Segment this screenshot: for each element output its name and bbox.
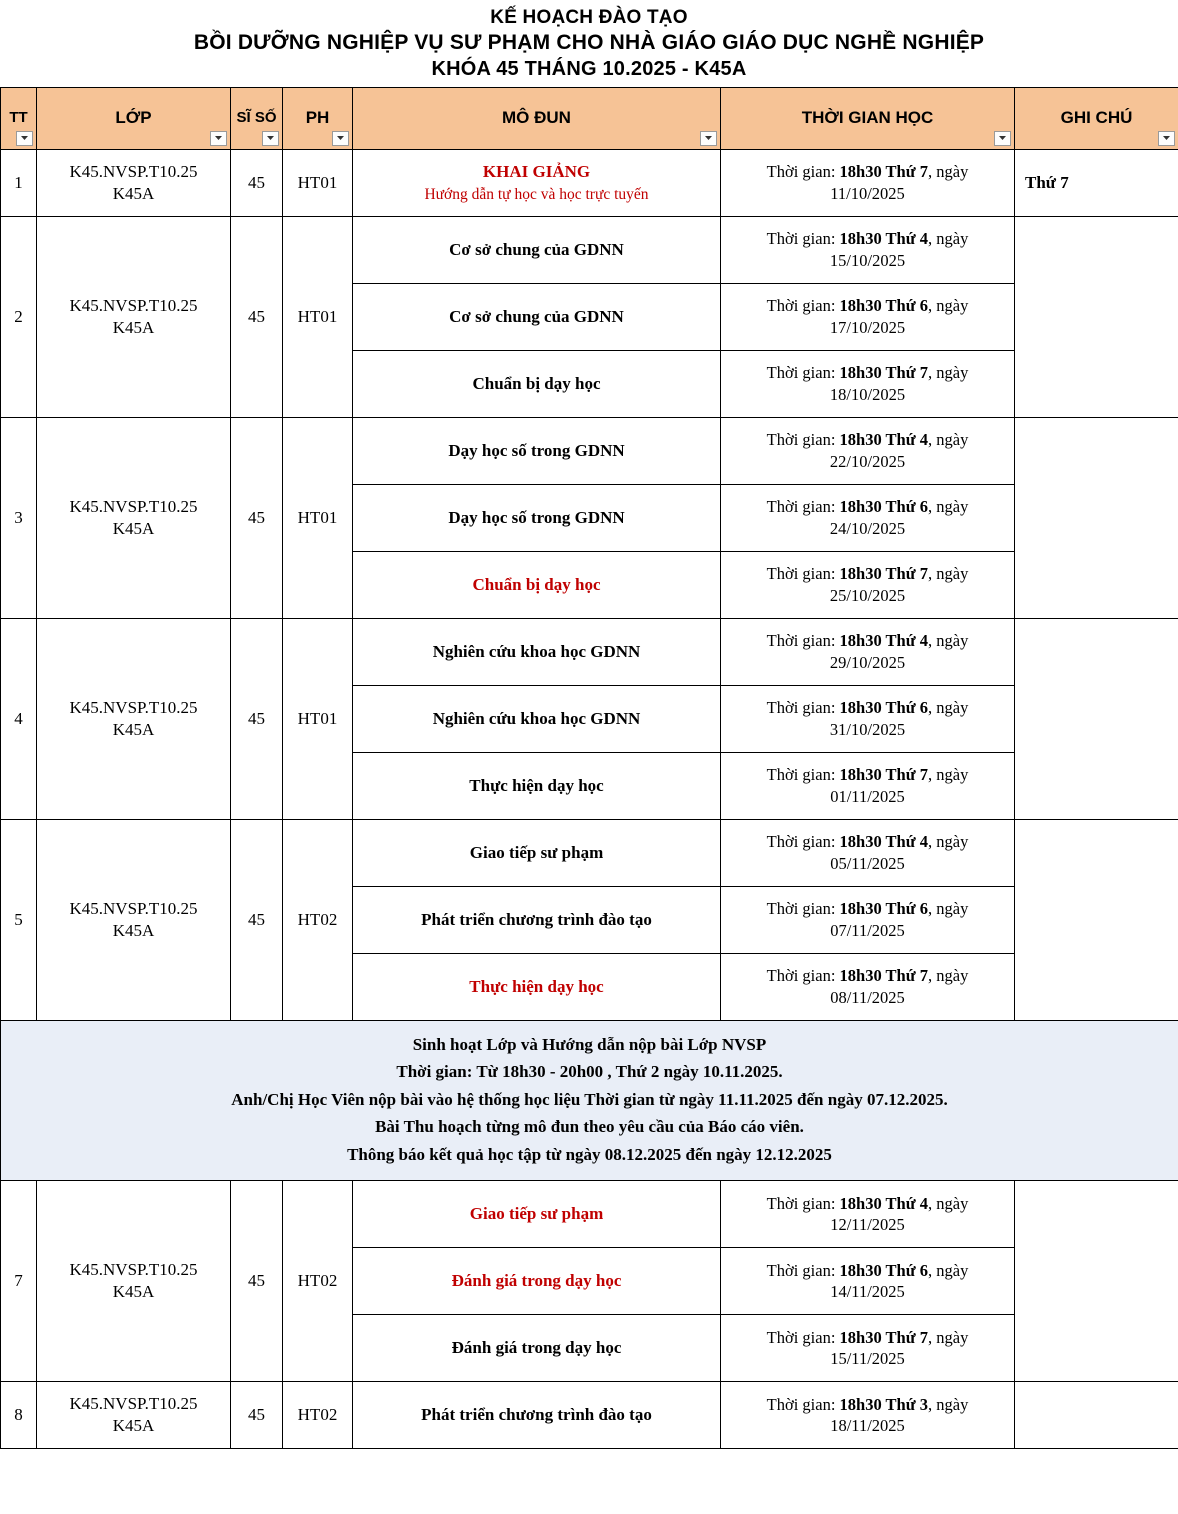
- filter-dropdown-modun[interactable]: [700, 131, 717, 146]
- cell-siso: 45: [231, 1382, 283, 1449]
- cell-tt: 7: [1, 1181, 37, 1382]
- cell-modun: [353, 752, 721, 819]
- column-header-lop: LỚP: [37, 87, 231, 149]
- cell-ph: HT01: [283, 149, 353, 216]
- cell-siso: 45: [231, 618, 283, 819]
- cell-tt: 2: [1, 216, 37, 417]
- filter-dropdown-thoigian[interactable]: [994, 131, 1011, 146]
- table-row: [1, 618, 1178, 685]
- modun-title: Chuẩn bị dạy học: [472, 574, 601, 594]
- cell-lop: K45.NVSP.T10.25 K45A: [37, 149, 231, 216]
- modun-title: Thực hiện dạy học: [469, 775, 604, 795]
- cell-modun: [353, 685, 721, 752]
- modun-title: Đánh giá trong dạy học: [451, 1338, 622, 1358]
- page-course-code: KHÓA 45 THÁNG 10.2025 - K45A: [431, 58, 747, 81]
- cell-ghichu: [1015, 1181, 1178, 1382]
- cell-thoigian: Thời gian: 18h30 Thứ 6, ngày 17/10/2025: [721, 283, 1015, 350]
- cell-siso: 45: [231, 1181, 283, 1382]
- filter-dropdown-ph[interactable]: [332, 131, 349, 146]
- cell-thoigian: Thời gian: 18h30 Thứ 4, ngày 12/11/2025: [721, 1181, 1015, 1248]
- modun-title: Chuẩn bị dạy học: [472, 373, 601, 393]
- cell-modun: [353, 886, 721, 953]
- cell-modun: [353, 484, 721, 551]
- cell-ghichu: [1015, 618, 1178, 819]
- table-body: [1, 149, 1178, 1449]
- cell-ghichu: [1015, 417, 1178, 618]
- column-header-thoigian: THỜI GIAN HỌC: [721, 87, 1015, 149]
- modun-title: Nghiên cứu khoa học GDNN: [432, 641, 641, 661]
- cell-thoigian: Thời gian: 18h30 Thứ 7, ngày 11/10/2025: [721, 149, 1015, 216]
- table-row: [1, 149, 1178, 216]
- cell-modun: [353, 216, 721, 283]
- cell-tt: 4: [1, 618, 37, 819]
- column-header-siso: SĨ SỐ: [231, 87, 283, 149]
- cell-thoigian: Thời gian: 18h30 Thứ 7, ngày 18/10/2025: [721, 350, 1015, 417]
- cell-thoigian: Thời gian: 18h30 Thứ 4, ngày 15/10/2025: [721, 216, 1015, 283]
- cell-lop: K45.NVSP.T10.25 K45A: [37, 216, 231, 417]
- notice-line-1: Sinh hoạt Lớp và Hướng dẫn nộp bài Lớp NVSP: [412, 1034, 767, 1054]
- cell-modun: [353, 618, 721, 685]
- modun-title: Giao tiếp sư phạm: [469, 1204, 604, 1224]
- notice-line-2: Thời gian: Từ 18h30 - 20h00 , Thứ 2 ngày 10.11.2025.: [396, 1062, 783, 1082]
- cell-thoigian: Thời gian: 18h30 Thứ 4, ngày 05/11/2025: [721, 819, 1015, 886]
- table-header-row: [1, 87, 1178, 149]
- cell-ghichu: [1015, 1382, 1178, 1449]
- cell-thoigian: Thời gian: 18h30 Thứ 6, ngày 14/11/2025: [721, 1248, 1015, 1315]
- cell-lop: K45.NVSP.T10.25 K45A: [37, 1181, 231, 1382]
- cell-tt: 1: [1, 149, 37, 216]
- cell-thoigian: Thời gian: 18h30 Thứ 7, ngày 08/11/2025: [721, 953, 1015, 1020]
- cell-lop: K45.NVSP.T10.25 K45A: [37, 819, 231, 1020]
- cell-ph: HT01: [283, 417, 353, 618]
- filter-dropdown-lop[interactable]: [210, 131, 227, 146]
- modun-title: Phát triển chương trình đào tạo: [421, 909, 652, 929]
- filter-dropdown-tt[interactable]: [16, 131, 33, 146]
- modun-title: Nghiên cứu khoa học GDNN: [432, 708, 641, 728]
- cell-thoigian: Thời gian: 18h30 Thứ 7, ngày 25/10/2025: [721, 551, 1015, 618]
- cell-modun: [353, 417, 721, 484]
- cell-tt: 3: [1, 417, 37, 618]
- column-header-ph: PH: [283, 87, 353, 149]
- modun-title: KHAI GIẢNG: [482, 161, 591, 181]
- notice-block: [1, 1020, 1178, 1181]
- table-row: [1, 819, 1178, 886]
- cell-siso: 45: [231, 819, 283, 1020]
- cell-ph: HT02: [283, 819, 353, 1020]
- cell-lop: K45.NVSP.T10.25 K45A: [37, 1382, 231, 1449]
- cell-ph: HT02: [283, 1181, 353, 1382]
- table-row: [1, 216, 1178, 283]
- column-header-modun: MÔ ĐUN: [353, 87, 721, 149]
- cell-siso: 45: [231, 216, 283, 417]
- cell-modun: [353, 551, 721, 618]
- modun-title: Cơ sở chung của GDNN: [449, 306, 624, 326]
- cell-modun: [353, 819, 721, 886]
- page-title: KẾ HOẠCH ĐÀO TẠO: [490, 7, 688, 28]
- cell-modun: [353, 149, 721, 216]
- cell-ph: HT01: [283, 216, 353, 417]
- cell-tt: 5: [1, 819, 37, 1020]
- filter-dropdown-siso[interactable]: [262, 131, 279, 146]
- cell-thoigian: Thời gian: 18h30 Thứ 6, ngày 31/10/2025: [721, 685, 1015, 752]
- modun-title: Phát triển chương trình đào tạo: [421, 1405, 652, 1425]
- cell-siso: 45: [231, 417, 283, 618]
- cell-thoigian: Thời gian: 18h30 Thứ 6, ngày 24/10/2025: [721, 484, 1015, 551]
- table-row: [1, 417, 1178, 484]
- cell-modun: [353, 1181, 721, 1248]
- cell-modun: [353, 1382, 721, 1449]
- cell-siso: 45: [231, 149, 283, 216]
- cell-lop: K45.NVSP.T10.25 K45A: [37, 417, 231, 618]
- cell-lop: K45.NVSP.T10.25 K45A: [37, 618, 231, 819]
- modun-title: Cơ sở chung của GDNN: [449, 239, 624, 259]
- column-header-ghichu: GHI CHÚ: [1015, 87, 1178, 149]
- cell-thoigian: Thời gian: 18h30 Thứ 7, ngày 15/11/2025: [721, 1315, 1015, 1382]
- modun-title: Đánh giá trong dạy học: [451, 1271, 622, 1291]
- document-title-block: [0, 0, 1178, 87]
- cell-ph: HT02: [283, 1382, 353, 1449]
- table-row: [1, 1181, 1178, 1248]
- cell-modun: [353, 350, 721, 417]
- table-row: [1, 1382, 1178, 1449]
- cell-ghichu: [1015, 819, 1178, 1020]
- cell-modun: [353, 1315, 721, 1382]
- cell-modun: [353, 953, 721, 1020]
- cell-modun: [353, 283, 721, 350]
- notice-row: [1, 1020, 1178, 1181]
- training-plan-table: [0, 87, 1178, 1450]
- modun-title: Thực hiện dạy học: [469, 976, 604, 996]
- cell-ghichu: Thứ 7: [1015, 149, 1178, 216]
- cell-ghichu: [1015, 216, 1178, 417]
- notice-line-5: Thông báo kết quả học tập từ ngày 08.12.2025 đến ngày 12.12.2025: [347, 1144, 832, 1164]
- cell-thoigian: Thời gian: 18h30 Thứ 3, ngày 18/11/2025: [721, 1382, 1015, 1449]
- modun-title: Giao tiếp sư phạm: [469, 842, 604, 862]
- modun-subtitle: Hướng dẫn tự học và học trực tuyến: [424, 185, 649, 203]
- cell-ph: HT01: [283, 618, 353, 819]
- notice-line-4: Bài Thu hoạch từng mô đun theo yêu cầu của Báo cáo viên.: [375, 1117, 804, 1137]
- page-subtitle: BỒI DƯỠNG NGHIỆP VỤ SƯ PHẠM CHO NHÀ GIÁO GIÁO DỤC NGHỀ NGHIỆP: [193, 31, 985, 55]
- cell-thoigian: Thời gian: 18h30 Thứ 7, ngày 01/11/2025: [721, 752, 1015, 819]
- cell-thoigian: Thời gian: 18h30 Thứ 6, ngày 07/11/2025: [721, 886, 1015, 953]
- cell-tt: 8: [1, 1382, 37, 1449]
- notice-line-3: Anh/Chị Học Viên nộp bài vào hệ thống học liệu Thời gian từ ngày 11.11.2025 đến ngày 07.12.2025.: [231, 1089, 948, 1109]
- cell-modun: [353, 1248, 721, 1315]
- filter-dropdown-ghichu[interactable]: [1158, 131, 1175, 146]
- cell-thoigian: Thời gian: 18h30 Thứ 4, ngày 29/10/2025: [721, 618, 1015, 685]
- modun-title: Dạy học số trong GDNN: [448, 440, 625, 460]
- column-header-tt: TT: [1, 87, 37, 149]
- cell-thoigian: Thời gian: 18h30 Thứ 4, ngày 22/10/2025: [721, 417, 1015, 484]
- modun-title: Dạy học số trong GDNN: [448, 507, 625, 527]
